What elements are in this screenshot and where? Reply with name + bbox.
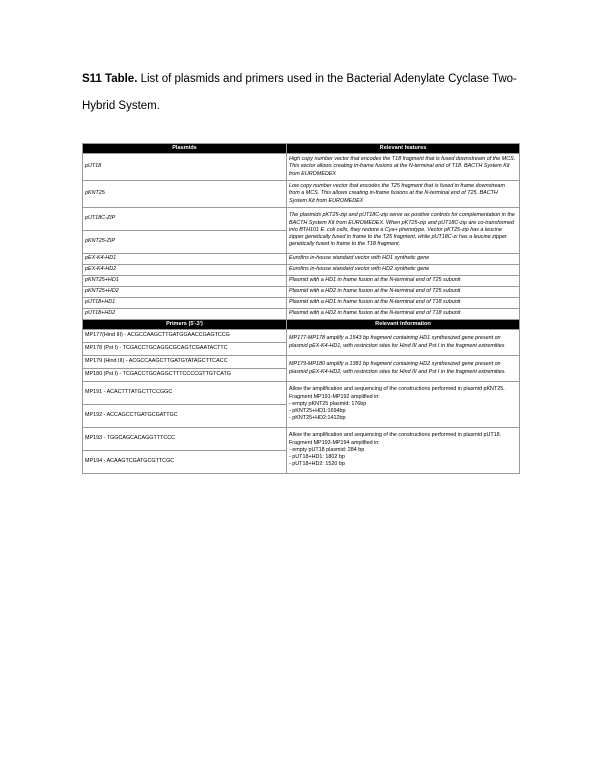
plasmid-feature: Plasmid with a HD2 in frame fusion at the N-terminal end of T18 subunit	[287, 309, 520, 320]
relevant-information-header: Relevant information	[287, 320, 520, 330]
plasmid-name: pKNT25	[83, 181, 287, 208]
primer-info: Allow the amplification and sequencing of the constructions performed in plasmid pUT18. Fragment MP193-MP194 amplified in: - empty pUT18 plasmid: 284 bp - pUT18+HD1: 1802 bp - pUT18+HD2: 1520 bp	[287, 428, 520, 474]
primer-info: MP177-MP178 amplify a 1543 bp fragment containing HD1 synthesized gene present on plasmid pEX-K4-HD1, with restriction sites for Hind III and Pst I in the fragment extremities	[287, 330, 520, 356]
table-row	[83, 154, 520, 181]
table-header-row	[83, 144, 520, 154]
plasmid-name: pEX-K4-HD1	[83, 254, 287, 265]
plasmid-name: pEX-K4-HD2	[83, 265, 287, 276]
table-row	[83, 265, 520, 276]
primer-sequence: MP191 - ACACTTTATGCTTCCGGC	[83, 382, 287, 405]
plasmid-name: pKNT25+HD1	[83, 276, 287, 287]
plasmids-header: Plasmids	[83, 144, 287, 154]
plasmid-name: pUT18+HD2	[83, 309, 287, 320]
plasmids-primers-table	[82, 143, 520, 474]
table-caption	[82, 66, 522, 120]
table-row	[83, 309, 520, 320]
primers-header: Primers (5'-3')	[83, 320, 287, 330]
caption-text: List of plasmids and primers used in the Bacterial Adenylate Cyclase Two-Hybrid System.	[82, 73, 517, 112]
primer-sequence: MP194 - ACAAGTCGATGCGTTCGC	[83, 451, 287, 474]
primer-sequence: MP179 (Hind III) - ACGCCAAGCTTGATGTATAGCTTCACC	[83, 356, 287, 369]
plasmid-feature: Eurofins in-house standard vector with HD1 synthetic gene	[287, 254, 520, 265]
plasmid-name: pUT18+HD1	[83, 298, 287, 309]
plasmid-feature: Plasmid with a HD1 in frame fusion at the N-terminal end of T25 subunit	[287, 276, 520, 287]
plasmid-feature: High copy number vector that encodes the T18 fragment that is fused downstream of the MCS. This vector allows creating in-frame fusions at the N-terminal end of T18. BACTH System Kit from EUROMEDEX	[287, 154, 520, 181]
table-row	[83, 356, 520, 369]
plasmid-feature: Plasmid with a HD1 in frame fusion at the N-terminal end of T18 subunit	[287, 298, 520, 309]
plasmid-name: pUT18	[83, 154, 287, 181]
plasmid-name: pKNT25-ZIP	[83, 231, 287, 254]
primer-info: Allow the amplification and sequencing of the constructions performed in plasmid pKNT25. Fragment MP191-MP192 amplified in: - empty pKNT25 plasmid: 176bp - pKNT25+HD1:1694bp - pKNT25+HD2:1412bp	[287, 382, 520, 428]
table-row	[83, 208, 520, 231]
plasmid-feature: Plasmid with a HD2 in frame fusion at the N-terminal end of T25 subunit	[287, 287, 520, 298]
plasmid-feature: Low copy number vector that encodes the T25 fragment that is fused in frame downstream from a MCS. This allows creating in-frame fusions at the N-terminal end of T25. BACTH System Kit from EUROMEDEX	[287, 181, 520, 208]
table-header-row	[83, 320, 520, 330]
primer-sequence: MP180 (Pst I) - TCGACCTGCAGGCTTTCCCCGTTGTCATG	[83, 369, 287, 382]
table-row	[83, 298, 520, 309]
plasmid-feature: The plasmids pKT25-zip and pUT18C-zip serve as positive controls for complementation in the BACTH System Kit from EUROMEDEX. When pKT25-zip and pUT18C-zip are co-transformed into BTH101 E. coli cells, they restore a Cya+ phenotype. Vector pKT25-zip has a leucine zipper genetically fused in frame to the T25 fragment, while pUT18C-zi has a leucine zipper genetically fused in frame to the T18 fragment.	[287, 208, 520, 254]
primer-sequence: MP193 - TGGCAGCACAGGTTTCCC	[83, 428, 287, 451]
table-row	[83, 287, 520, 298]
relevant-features-header: Relevant features	[287, 144, 520, 154]
plasmid-name: pKNT25+HD2	[83, 287, 287, 298]
primer-info: MP179-MP180 amplify a 1381 bp fragment containing HD2 synthesized gene present on plasmid pEX-K4-HD2, with restriction sites for Hind III and Pst I in the fragment extremities.	[287, 356, 520, 382]
table-row	[83, 330, 520, 343]
table-row	[83, 276, 520, 287]
primer-sequence: MP177(Hind III) - ACGCCAAGCTTGATGGAACCGAGTCCG	[83, 330, 287, 343]
table-row	[83, 428, 520, 451]
table-row	[83, 254, 520, 265]
primer-sequence: MP192 - ACCAGCCTGATGCGATTGC	[83, 405, 287, 428]
table-row	[83, 382, 520, 405]
table-row	[83, 181, 520, 208]
caption-label: S11 Table.	[82, 73, 138, 85]
plasmid-name: pUT18C-ZIP	[83, 208, 287, 231]
primer-sequence: MP178 (Pst I) - TCGACCTGCAGGCGCAGTCGAATACTTC	[83, 343, 287, 356]
plasmid-feature: Eurofins in-house standard vector with HD2 synthetic gene	[287, 265, 520, 276]
